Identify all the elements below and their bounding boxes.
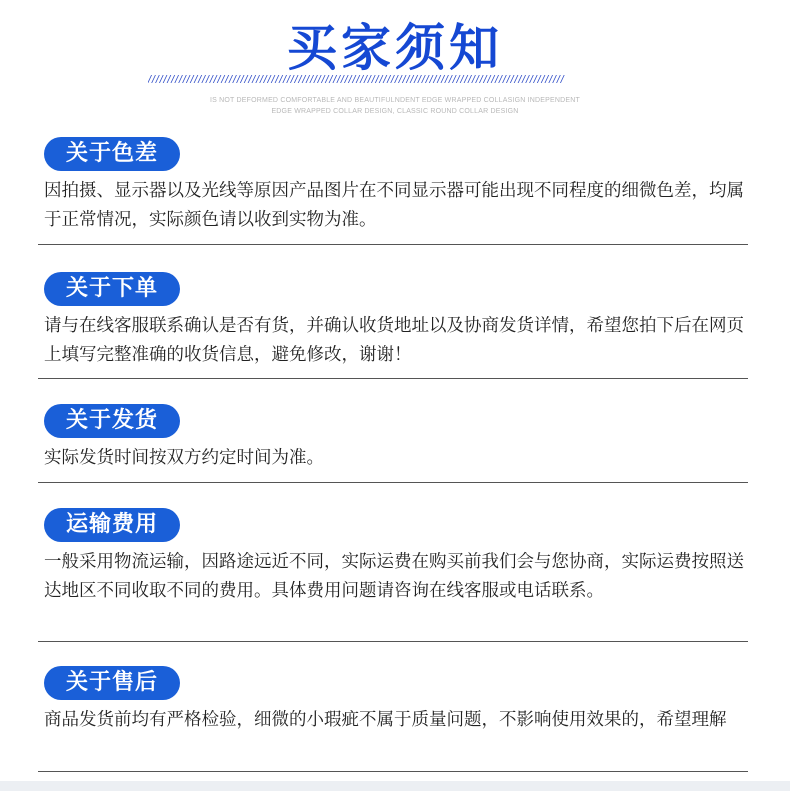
section-text: 商品发货前均有严格检验，细微的小瑕疵不属于质量问题，不影响使用效果的，希望理解: [44, 710, 727, 730]
subtitle-line-1: IS NOT DEFORMED COMFORTABLE AND BEAUTIFULNDENT EDGE WRAPPED COLLASIGN INDEPENDENT: [209, 97, 580, 104]
section-text: 一般采用物流运输，因路途远近不同，实际运费在购买前我们会与您协商，实际运费按照送达地区不同收取不同的费用。具体费用问题请咨询在线客服或电话联系。: [44, 552, 744, 601]
section-text: 实际发货时间按双方约定时间为准。: [44, 448, 324, 468]
section-label: 关于色差: [44, 137, 180, 171]
section-color-difference: [38, 137, 748, 245]
section-label: 关于下单: [44, 272, 180, 306]
section-label: 关于售后: [44, 666, 180, 700]
section-label: 运输费用: [44, 508, 180, 542]
subtitle-line-2: EDGE WRAPPED COLLAR DESIGN, CLASSIC ROUND COLLAR DESIGN: [271, 108, 519, 115]
section-shipping-cost: [38, 508, 748, 642]
section-label: 关于发货: [44, 404, 180, 438]
decorative-slash-divider: ////////////////////////////////////////////////////////////////////////////////////////////////////////////: [148, 74, 565, 86]
page-title: 买家须知: [287, 19, 503, 77]
bottom-strip: [0, 781, 790, 791]
section-ordering: [38, 272, 748, 379]
section-after-sales: [38, 666, 748, 772]
section-text: 请与在线客服联系确认是否有货，并确认收货地址以及协商发货详情，希望您拍下后在网页上填写完整准确的收货信息，避免修改，谢谢！: [44, 316, 744, 365]
section-text: 因拍摄、显示器以及光线等原因产品图片在不同显示器可能出现不同程度的细微色差，均属于正常情况，实际颜色请以收到实物为准。: [44, 181, 744, 230]
section-shipping: [38, 404, 748, 483]
